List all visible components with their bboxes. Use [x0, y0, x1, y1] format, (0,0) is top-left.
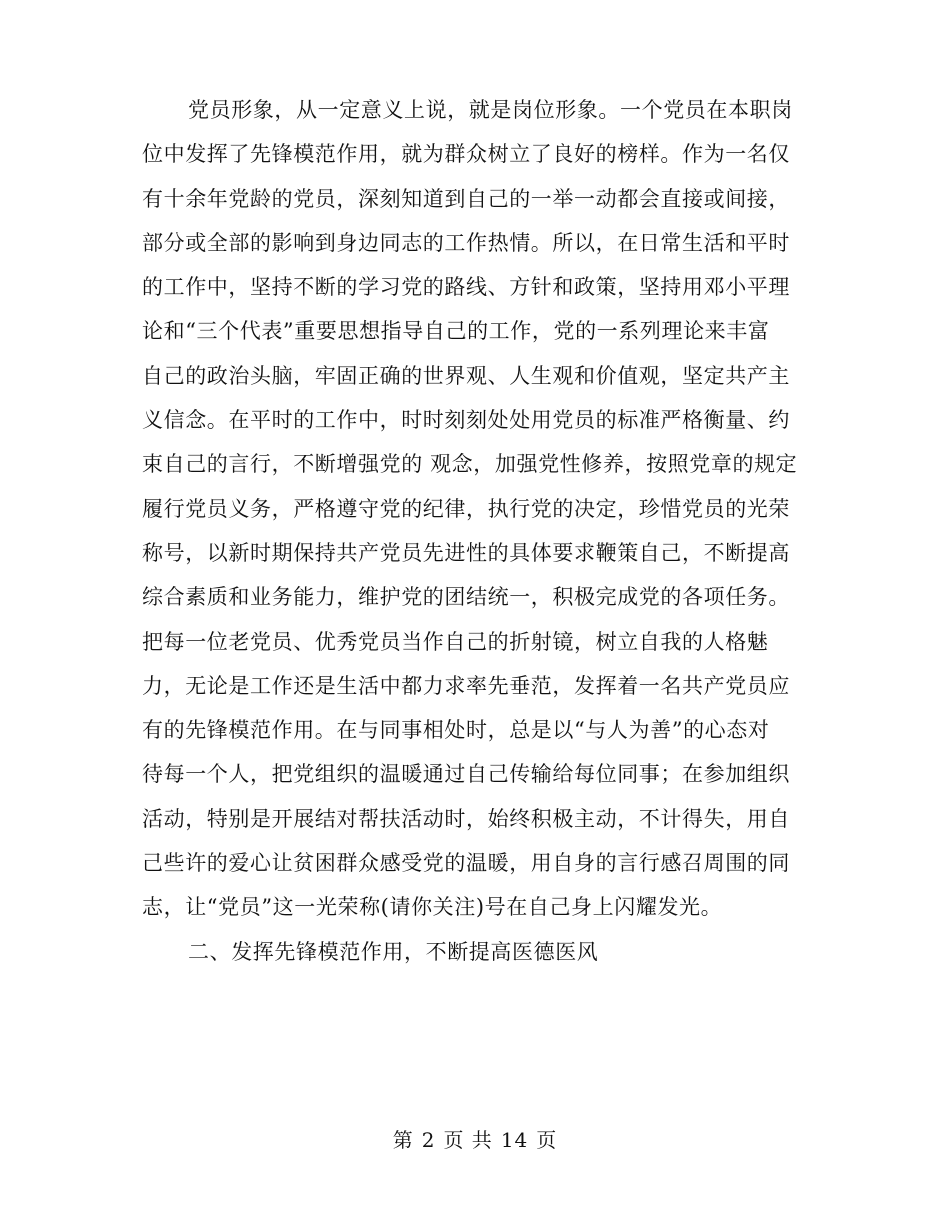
paragraph-line: 自己的政治头脑，牢固正确的世界观、人生观和价值观，坚定共产主: [142, 363, 790, 388]
paragraph-line: 志，让“党员”这一光荣称(请你关注)号在自己身上闪耀发光。: [142, 895, 723, 920]
paragraph-line: 活动，特别是开展结对帮扶活动时，始终积极主动，不计得失，用自: [142, 806, 790, 831]
paragraph-line: 称号，以新时期保持共产党员先进性的具体要求鞭策自己，不断提高: [142, 540, 790, 565]
paragraph-line: 履行党员义务，严格遵守党的纪律，执行党的决定，珍惜党员的光荣: [142, 496, 790, 521]
document-body: [142, 88, 822, 974]
paragraph-line: 有十余年党龄的党员，深刻知道到自己的一举一动都会直接或间接，: [142, 186, 790, 211]
footer-middle: 页 共: [443, 1128, 493, 1152]
footer-prefix: 第: [392, 1128, 414, 1152]
paragraph-line: 的工作中，坚持不断的学习党的路线、方针和政策，坚持用邓小平理: [142, 275, 790, 300]
paragraph-line: 综合素质和业务能力，维护党的团结统一，积极完成党的各项任务。: [142, 585, 790, 610]
footer-suffix: 页: [536, 1128, 558, 1152]
paragraph-line: 论和“三个代表”重要思想指导自己的工作，党的一系列理论来丰富: [142, 319, 770, 344]
paragraph-line: 义信念。在平时的工作中，时时刻刻处处用党员的标准严格衡量、约: [142, 408, 790, 433]
paragraph-line: 有的先锋模范作用。在与同事相处时，总是以“与人为善”的心态对: [142, 718, 770, 743]
paragraph-line: 部分或全部的影响到身边同志的工作热情。所以，在日常生活和平时: [142, 230, 790, 255]
section-heading: 二、发挥先锋模范作用，不断提高医德医风: [188, 939, 599, 964]
paragraph-line: 党员形象，从一定意义上说，就是岗位形象。一个党员在本职岗: [188, 98, 793, 122]
paragraph-line: 力，无论是工作还是生活中都力求率先垂范，发挥着一名共产党员应: [142, 673, 790, 698]
page-footer: [0, 1124, 950, 1153]
footer-total-pages: 14: [500, 1128, 529, 1152]
paragraph-line: 位中发挥了先锋模范作用，就为群众树立了良好的榜样。作为一名仅: [142, 142, 790, 167]
paragraph-line: 待每一个人，把党组织的温暖通过自己传输给每位同事；在参加组织: [142, 762, 790, 787]
paragraph-line: 把每一位老党员、优秀党员当作自己的折射镜，树立自我的人格魅: [142, 629, 769, 654]
paragraph-line: 己些许的爱心让贫困群众感受党的温暖，用自身的言行感召周围的同: [142, 851, 790, 876]
footer-current-page: 2: [421, 1128, 436, 1152]
paragraph-line: 束自己的言行，不断增强党的 观念，加强党性修养，按照党章的规定: [142, 452, 798, 477]
